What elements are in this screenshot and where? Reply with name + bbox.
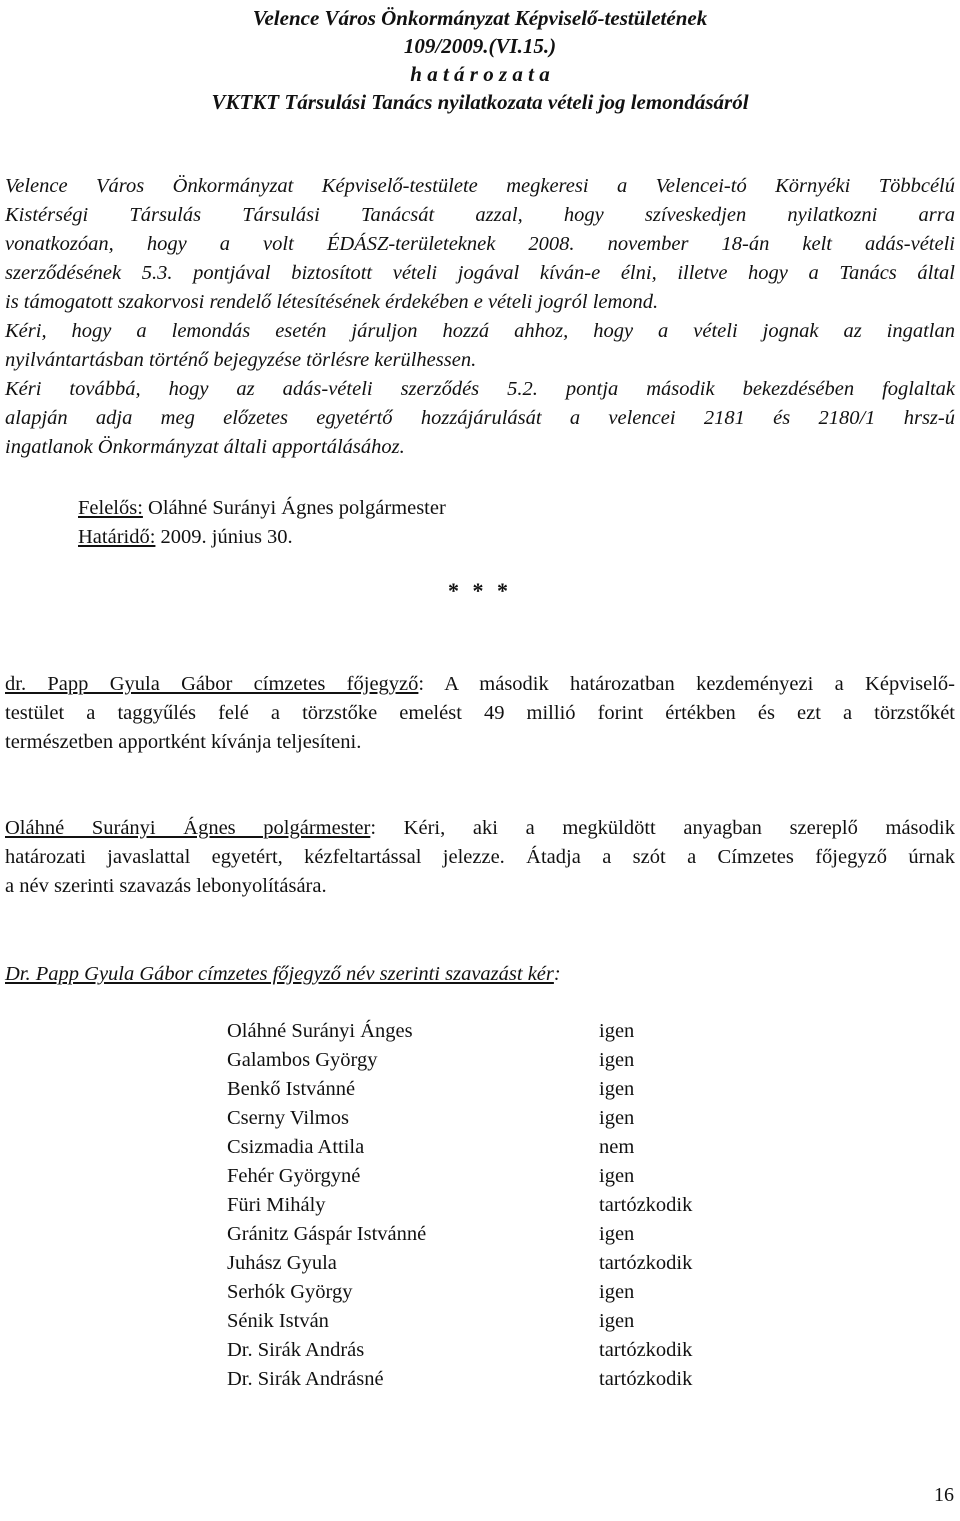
- voter-name: Juhász Gyula: [227, 1252, 337, 1274]
- roll-call-heading-text: Dr. Papp Gyula Gábor címzetes főjegyző név szerinti szavazást kér: [5, 963, 554, 985]
- text-line: a név szerinti szavazás lebonyolítására.: [5, 875, 327, 897]
- voter-name: Sénik István: [227, 1310, 329, 1332]
- vote-value: igen: [599, 1310, 635, 1332]
- vote-list: [227, 1017, 827, 1394]
- voter-name: Oláhné Surányi Ánges: [227, 1020, 413, 1042]
- deadline-value: 2009. június 30.: [155, 526, 293, 548]
- mayor-statement: [5, 814, 955, 901]
- responsible-value: Oláhné Surányi Ágnes polgármester: [142, 497, 446, 519]
- text-line: is támogatott szakorvosi rendelő létesítésének érdekében e vételi jogról lemond.: [5, 291, 659, 313]
- vote-value: igen: [599, 1281, 635, 1303]
- resolution-header: [0, 4, 960, 116]
- vote-row: [227, 1307, 827, 1336]
- vote-value: igen: [599, 1020, 635, 1042]
- notary-line-1-rest: : A második határozatban kezdeményezi a Képviselő-: [418, 673, 955, 695]
- text-line: Velence Város Önkormányzat Képviselő-testülete megkeresi a Velencei-tó Környéki Többcélú: [5, 175, 955, 197]
- vote-value: igen: [599, 1107, 635, 1129]
- notary-speaker: dr. Papp Gyula Gábor címzetes főjegyző: [5, 673, 419, 695]
- vote-row: [227, 1191, 827, 1220]
- resolution-paragraph-1: [5, 172, 955, 317]
- text-line: természetben apportként kívánja teljesíteni.: [5, 731, 362, 753]
- voter-name: Gránitz Gáspár Istvánné: [227, 1223, 427, 1245]
- vote-row: [227, 1278, 827, 1307]
- vote-row: [227, 1336, 827, 1365]
- text-line: szerződésének 5.3. pontjával biztosított vételi jogával kíván-e élni, illetve hogy a Tanács által: [5, 262, 955, 284]
- text-line: Kistérségi Társulás Társulási Tanácsát azzal, hogy szíveskedjen nyilatkozni arra: [5, 204, 955, 226]
- page-number: 16: [934, 1484, 954, 1506]
- vote-row: [227, 1249, 827, 1278]
- text-line: ingatlanok Önkormányzat általi apportálásához.: [5, 436, 405, 458]
- text-line: Kéri, hogy a lemondás esetén járuljon hozzá ahhoz, hogy a vételi jognak az ingatlan: [5, 320, 955, 342]
- voter-name: Csizmadia Attila: [227, 1136, 365, 1158]
- vote-row: [227, 1017, 827, 1046]
- vote-row: [227, 1220, 827, 1249]
- vote-value: tartózkodik: [599, 1339, 693, 1361]
- vote-value: tartózkodik: [599, 1368, 693, 1390]
- roll-call-heading: [5, 960, 955, 989]
- text-line: alapján adja meg előzetes egyetértő hozzájárulását a velencei 2181 és 2180/1 hrsz-ú: [5, 407, 955, 429]
- roll-call-heading-colon: :: [553, 963, 561, 985]
- vote-value: igen: [599, 1049, 635, 1071]
- voter-name: Dr. Sirák András: [227, 1339, 365, 1361]
- text-line: nyilvántartásban történő bejegyzése törlésre kerülhessen.: [5, 349, 477, 371]
- vote-row: [227, 1133, 827, 1162]
- text-line: testület a taggyűlés felé a törzstőke emelést 49 millió forint értékben és ezt a törzstőkét: [5, 702, 955, 724]
- vote-value: igen: [599, 1078, 635, 1100]
- vote-value: nem: [599, 1136, 635, 1158]
- vote-row: [227, 1162, 827, 1191]
- vote-row: [227, 1365, 827, 1394]
- text-line: Kéri továbbá, hogy az adás-vételi szerződés 5.2. pontja második bekezdésében foglaltak: [5, 378, 955, 400]
- voter-name: Benkő Istvánné: [227, 1078, 356, 1100]
- header-council-name: Velence Város Önkormányzat Képviselő-testületének: [252, 6, 708, 30]
- section-separator: * * *: [448, 578, 512, 603]
- voter-name: Dr. Sirák Andrásné: [227, 1368, 384, 1390]
- vote-row: [227, 1075, 827, 1104]
- header-resolution-word: h a t á r o z a t a: [410, 62, 550, 86]
- resolution-paragraph-2: [5, 317, 955, 375]
- text-line: határozati javaslattal egyetért, kézfeltartással jelezze. Átadja a szót a Címzetes főjegyző úrnak: [5, 846, 955, 868]
- notary-statement: [5, 670, 955, 757]
- resolution-paragraph-3: [5, 375, 955, 462]
- mayor-speaker: Oláhné Surányi Ágnes polgármester: [5, 817, 371, 839]
- vote-value: tartózkodik: [599, 1194, 693, 1216]
- vote-row: [227, 1104, 827, 1133]
- text-line: vonatkozóan, hogy a volt ÉDÁSZ-területeknek 2008. november 18-án kelt adás-vételi: [5, 233, 955, 255]
- header-resolution-subject: VKTKT Társulási Tanács nyilatkozata vételi jog lemondásáról: [211, 90, 749, 114]
- responsible-line: [78, 494, 446, 523]
- responsible-label: Felelős:: [78, 497, 143, 519]
- header-resolution-number: 109/2009.(VI.15.): [403, 34, 557, 58]
- vote-value: tartózkodik: [599, 1252, 693, 1274]
- text-line: [5, 814, 955, 843]
- mayor-line-1-rest: : Kéri, aki a megküldött anyagban szereplő második: [370, 817, 955, 839]
- vote-value: igen: [599, 1165, 635, 1187]
- text-line: [5, 670, 955, 699]
- deadline-label: Határidő:: [78, 526, 156, 548]
- voter-name: Cserny Vilmos: [227, 1107, 349, 1129]
- voter-name: Füri Mihály: [227, 1194, 326, 1216]
- voter-name: Fehér Györgyné: [227, 1165, 361, 1187]
- deadline-line: [78, 523, 293, 552]
- voter-name: Galambos György: [227, 1049, 378, 1071]
- voter-name: Serhók György: [227, 1281, 353, 1303]
- vote-value: igen: [599, 1223, 635, 1245]
- vote-row: [227, 1046, 827, 1075]
